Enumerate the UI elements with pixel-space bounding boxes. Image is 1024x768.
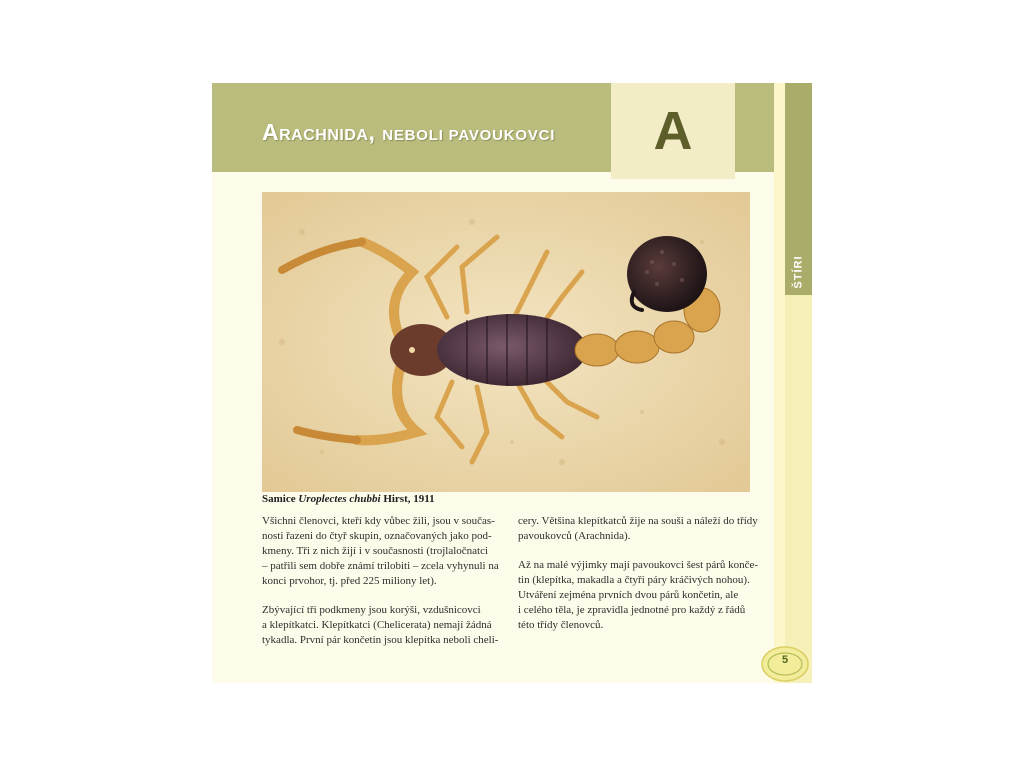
text-line: i celého těla, je zpravidla jednotné pro každý z řádů (518, 604, 746, 616)
photo-caption (262, 493, 435, 505)
text-line: – patřili sem dobře známí trilobiti – zcela vyhynuli na (262, 560, 499, 572)
text-line: cery. Většina klepítkatců žije na souši a náleží do třídy (518, 515, 758, 527)
section-letter: A (653, 101, 693, 161)
text-line: tykadla. První pár končetin jsou klepítka neboli cheli- (262, 634, 499, 646)
text-line: této třídy členovců. (518, 619, 604, 631)
text-line: kmeny. Tři z nich žijí i v současnosti (trojlaločnatci (262, 545, 489, 557)
page-number-badge (760, 645, 810, 683)
text-line: a klepítkatci. Klepítkatci (Chelicerata) nemají žádná (262, 619, 492, 631)
caption-prefix: Samice (262, 493, 296, 505)
chapter-title (262, 119, 555, 146)
caption-suffix: Hirst, 1911 (383, 493, 435, 505)
text-line: tin (klepítka, makadla a čtyři páry kráčivých nohou). (518, 574, 750, 586)
side-tab-text: ŠTÍRI (792, 255, 805, 289)
page-number: 5 (781, 654, 789, 666)
text-line: Všichni členovci, kteří kdy vůbec žili, jsou v součas- (262, 515, 495, 527)
chapter-title-main: Arachnida, (262, 119, 376, 145)
scorpion-photo (262, 192, 750, 492)
section-letter-box (611, 83, 735, 179)
text-line: nosti řazeni do čtyř skupin, označovaných jako pod- (262, 530, 492, 542)
text-line: Až na malé výjimky mají pavoukovci šest párů konče- (518, 559, 759, 571)
text-line: Utváření zejména prvních dvou párů končetin, ale (518, 589, 739, 601)
text-line: pavoukovců (Arachnida). (518, 530, 631, 542)
text-line: Zbývající tři podkmeny jsou korýši, vzdušnicovci (262, 604, 481, 616)
text-column-right (518, 514, 759, 633)
chapter-title-rest: NEBOLI PAVOUKOVCI (382, 127, 556, 144)
caption-species: Uroplectes chubbi (298, 493, 381, 505)
scorpion-illustration (262, 192, 750, 492)
text-line: konci prvohor, tj. před 225 miliony let). (262, 575, 437, 587)
text-column-left (262, 514, 499, 648)
side-tab-label (785, 255, 812, 289)
